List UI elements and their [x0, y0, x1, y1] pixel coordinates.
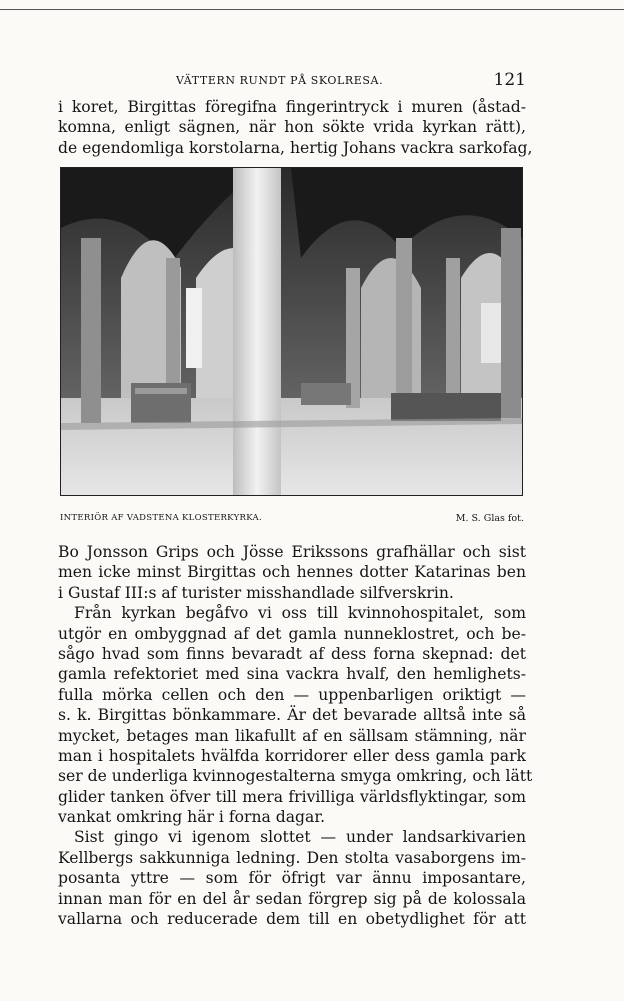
running-title: VÄTTERN RUNDT PÅ SKOLRESA. — [176, 74, 384, 87]
text-line: vankat omkring här i forna dagar. — [58, 808, 326, 827]
text-line: mycket, betages man likafullt af en sällsam stämning, när — [58, 726, 526, 745]
page-number: 121 — [493, 70, 526, 90]
text-line: ser de underliga kvinnogestalterna smyga omkring, och lätt — [58, 767, 533, 786]
text-line: s. k. Birgittas bönkammare. Är det bevarade alltså inte så — [58, 706, 526, 725]
figure-caption: INTERIÖR AF VADSTENA KLOSTERKYRKA. — [60, 513, 262, 523]
text-line: Sist gingo vi igenom slottet — under landsarkivarien — [74, 828, 526, 847]
text-line: men icke minst Birgittas och hennes dotter Katarinas ben — [58, 563, 526, 582]
text-line: sågo hvad som finns bevaradt af dess forna skepnad: det — [58, 644, 526, 663]
text-line: glider tanken öfver till mera frivilliga världsflyktingar, som — [58, 787, 526, 806]
text-line: de egendomliga korstolarna, hertig Johans vackra sarkofag, — [58, 138, 533, 157]
text-line: Från kyrkan begåfvo vi oss till kvinnohospitalet, som — [74, 604, 526, 623]
text-line: vallarna och reducerade dem till en obetydlighet för att — [58, 910, 526, 929]
text-line: i koret, Birgittas föregifna fingerintryck i muren (åstad- — [58, 98, 526, 116]
text-line: Kellbergs sakkunniga ledning. Den stolta vasaborgens im- — [58, 848, 526, 867]
body-paragraphs — [58, 542, 533, 929]
text-line: i Gustaf III:s af turister misshandlade silfverskrin. — [58, 583, 454, 602]
church-interior-photo — [60, 167, 523, 496]
text-line: utgör en ombyggnad af det gamla nunneklostret, och be- — [58, 624, 526, 643]
text-line: Bo Jonsson Grips och Jösse Erikssons grafhällar och sist — [58, 543, 526, 561]
top-paragraph — [58, 97, 533, 158]
page-header — [58, 72, 526, 92]
text-line: man i hospitalets hvälfda korridorer eller dess gamla park — [58, 746, 526, 765]
text-line: gamla refektoriet med sina vackra hvalf, den hemlighets- — [58, 665, 526, 684]
text-line: posanta yttre — som för öfrigt var ännu imposantare, — [58, 869, 526, 888]
text-line: fulla mörka cellen och den — uppenbarligen oriktigt — — [58, 685, 526, 704]
top-rule — [0, 9, 624, 10]
photo-credit: M. S. Glas fot. — [455, 513, 524, 524]
text-line: innan man för en del år sedan förgrep sig på de kolossala — [58, 889, 526, 908]
text-line: komna, enligt sägnen, när hon sökte vrida kyrkan rätt), — [58, 118, 526, 137]
